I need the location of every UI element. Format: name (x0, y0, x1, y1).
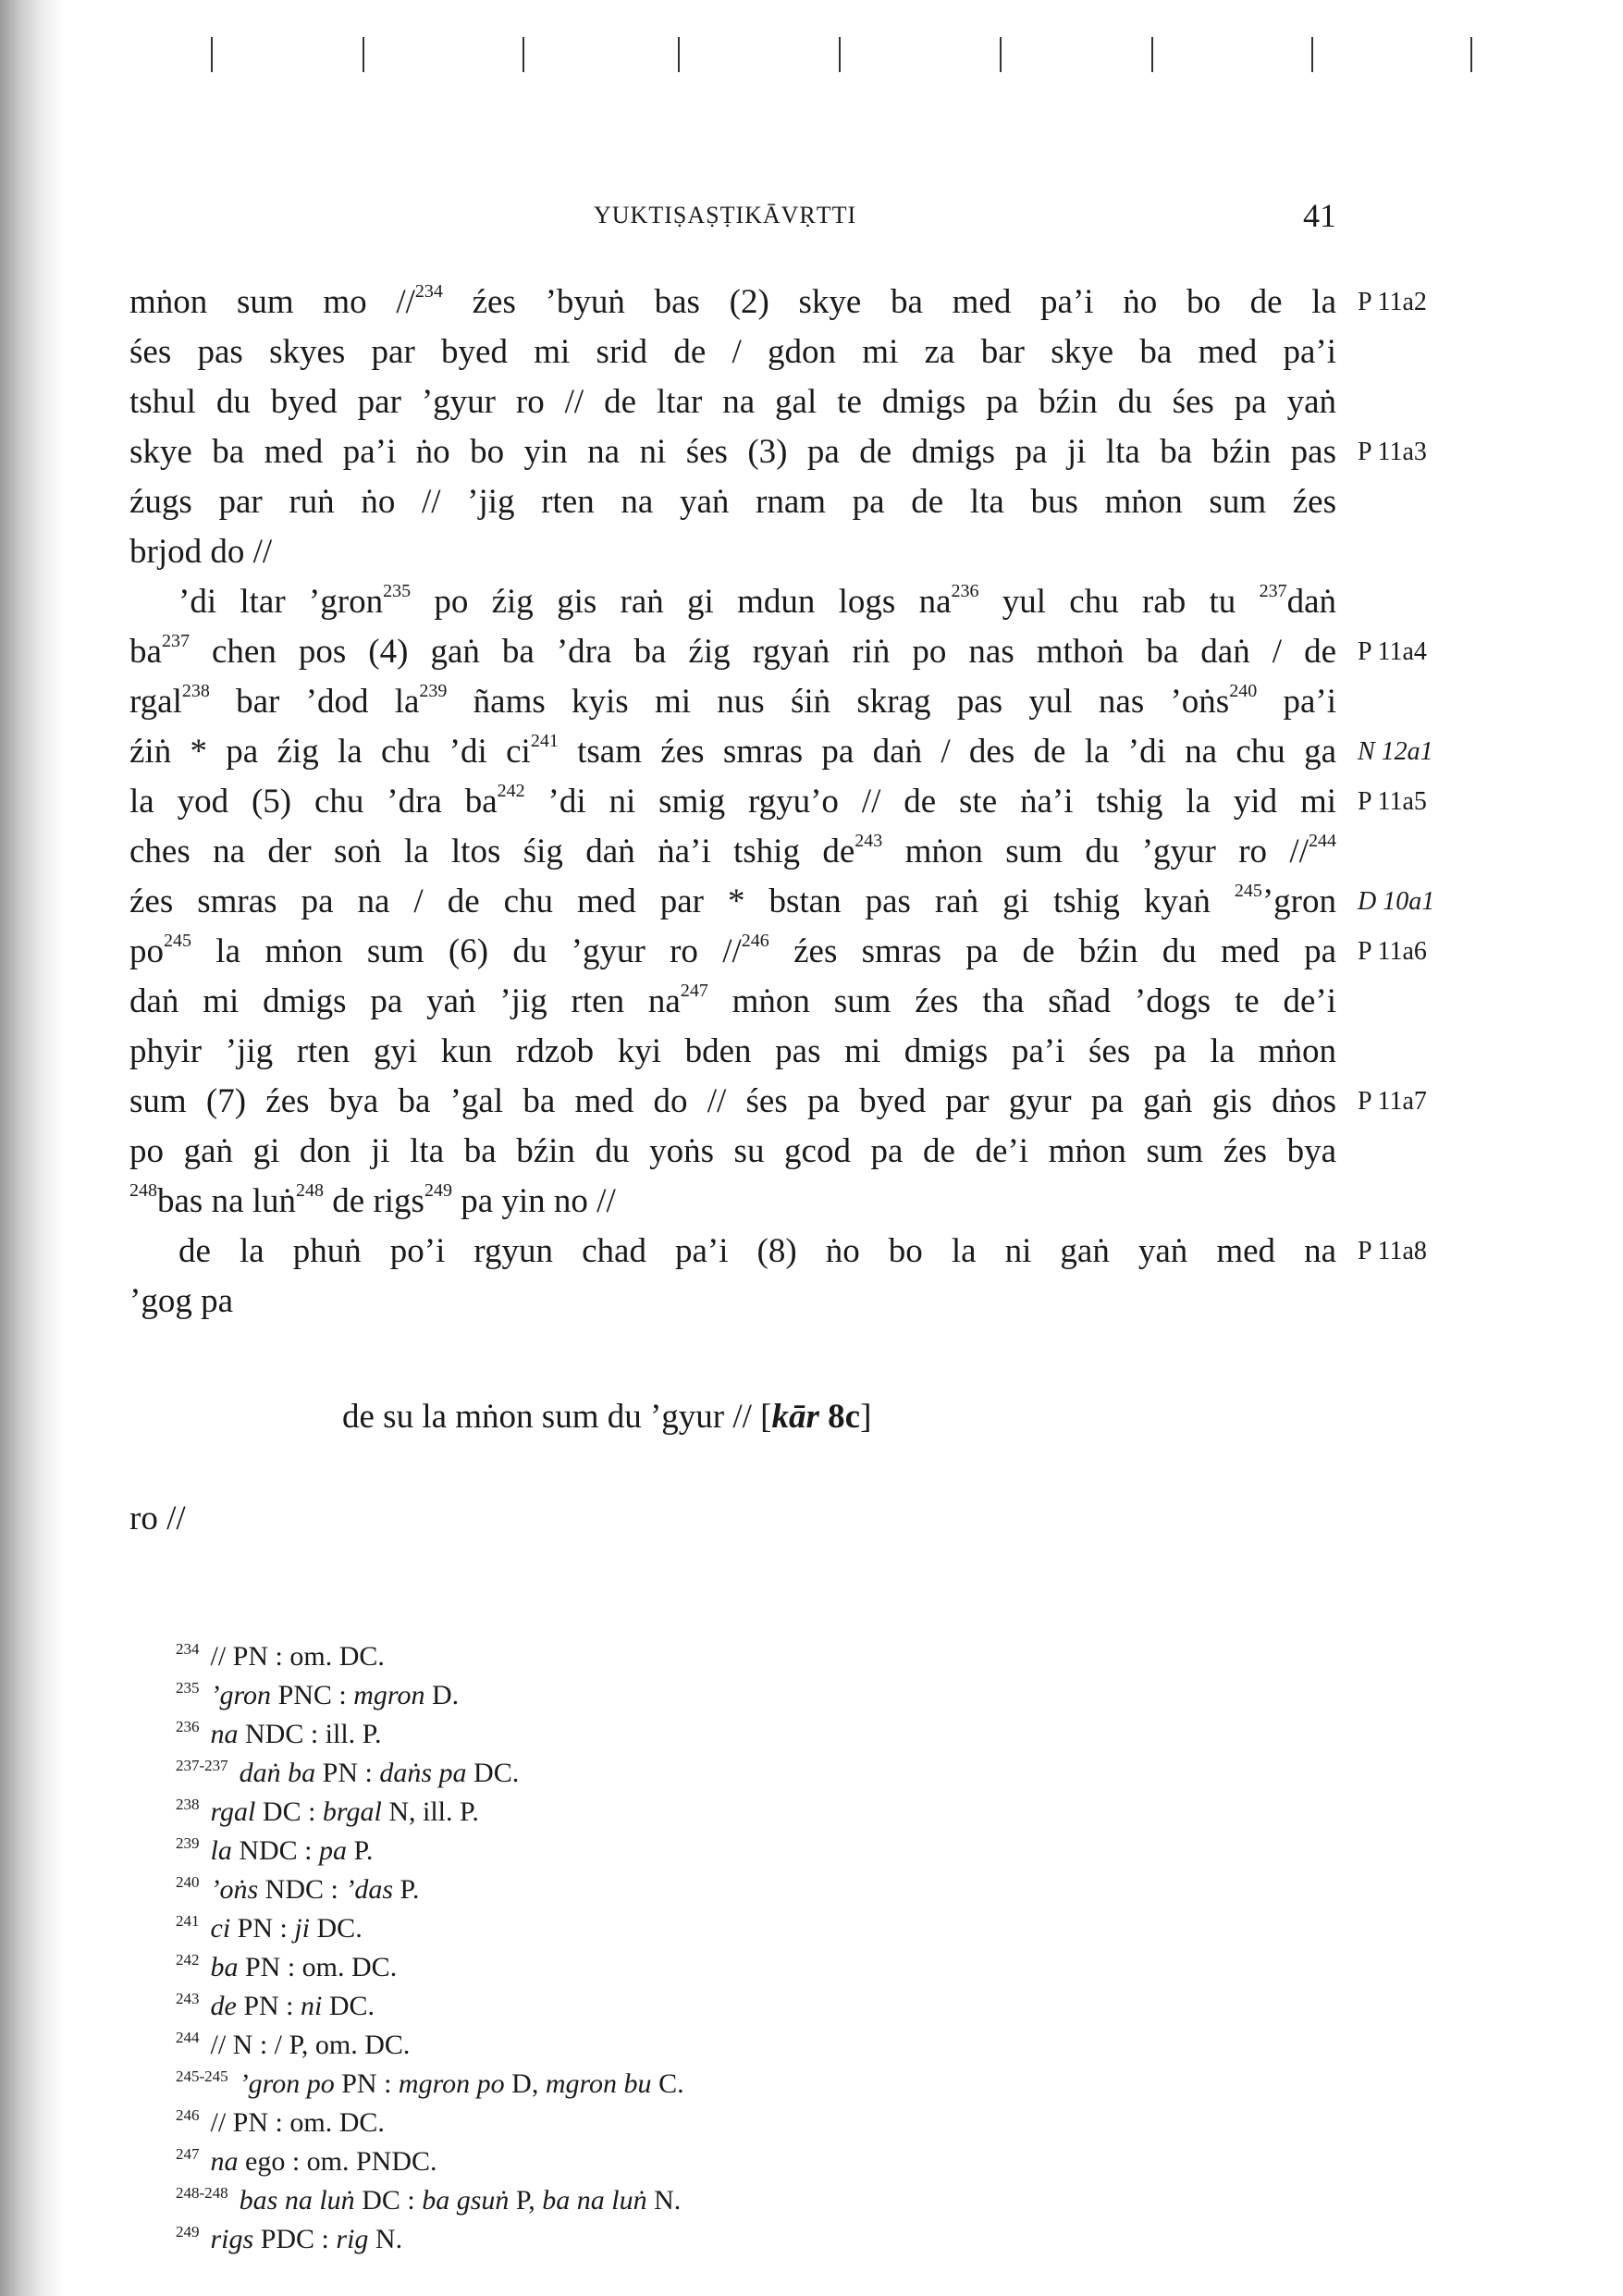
text-line: tshul du byed par ’gyur ro // de ltar na gal te dmigs pa bźin du śes pa yaṅ (129, 383, 1336, 421)
footnote-marker: 242 (497, 781, 525, 801)
margin-folio-reference: N 12a1 (1358, 737, 1433, 766)
text-line: ’gog pa (129, 1282, 233, 1320)
text-line: skye ba med pa’i ṅo bo yin na ni śes (3) pa de dmigs pa ji lta ba bźin pas P 11a3 (129, 427, 1336, 477)
margin-folio-reference: P 11a2 (1358, 288, 1427, 316)
footnote: $^{237-237}$ daṅ ba PN : daṅs pa DC. (176, 1757, 520, 1788)
footnote-number: 247 (176, 2145, 200, 2163)
footnote: $^{245-245}$ ’gron po PN : mgron po D, mgron bu C. (176, 2068, 684, 2099)
italic-term: ’das (345, 1874, 394, 1905)
verse-kar: kār (771, 1398, 819, 1436)
footnote-number: 241 (176, 1912, 200, 1930)
text-line: rgal$^{238}$ bar ’dod $la^{239}$ ñams kyis mi nus śiṅ skrag pas yul nas ’oṅs$^{240}$ pa’i (129, 681, 1336, 721)
text-line: $^{248}$bas na luṅ$^{248}$ de rigs$^{249}$ pa yin no // (129, 1180, 616, 1220)
footnote: $^{240}$ ’oṅs NDC : ’das P. (176, 1873, 420, 1905)
footnote-marker: 236 (951, 581, 979, 601)
text-line: śes pas skyes par byed mi srid de / gdon mi za bar skye ba med pa’i (129, 333, 1336, 371)
text-line: daṅ mi dmigs pa yaṅ ’jig rten $na^{247}$ mṅon sum źes tha sñad ’dogs te de’i (129, 981, 1336, 1020)
margin-folio-reference: P 11a6 (1358, 937, 1427, 966)
italic-term: brgal (322, 1796, 382, 1827)
footnote-marker: 239 (419, 681, 448, 701)
text-line: sum (7) źes bya ba ’gal ba med do // śes pa byed par gyur pa gaṅ gis dṅos P 11a7 (129, 1077, 1336, 1127)
italic-term: ci (210, 1913, 231, 1944)
footnote-marker: 238 (181, 681, 210, 701)
running-title: YUKTIṢAṢṬIKĀVṚTTI (594, 202, 857, 228)
italic-term: de (210, 1991, 237, 2021)
footnote: $^{247}$ na ego : om. PNDC. (176, 2145, 437, 2177)
text-line: po gaṅ gi don ji lta ba bźin du yoṅs su gcod pa de de’i mṅon sum źes bya (129, 1132, 1336, 1170)
text-line: źugs par ruṅ ṅo // ’jig rten na yaṅ rnam pa de lta bus mṅon sum źes (129, 483, 1336, 521)
footnotes (176, 1637, 684, 2259)
text-line: $ba^{237}$ chen pos (4) gaṅ ba ’dra ba źig rgyaṅ riṅ po nas mthoṅ ba daṅ / de P 11a4 (129, 627, 1336, 677)
footnote: $^{243}$ de PN : ni DC. (176, 1990, 375, 2021)
margin-folio-reference: P 11a7 (1358, 1087, 1427, 1116)
italic-term: mgron (353, 1680, 425, 1710)
footnote-number: 245-245 (176, 2068, 228, 2085)
margin-folio-reference: P 11a5 (1358, 787, 1427, 816)
footnote-number: 236 (176, 1718, 200, 1735)
footnote-marker: 245 (1234, 881, 1262, 901)
italic-term: rgal (210, 1796, 256, 1827)
margin-folio-reference: P 11a4 (1358, 637, 1427, 666)
verse-number: 8c (818, 1398, 861, 1436)
italic-term: bas na luṅ (239, 2185, 355, 2216)
footnote-marker: 249 (424, 1180, 452, 1201)
footnote-marker: 248 (296, 1180, 325, 1201)
italic-term: ji (294, 1913, 311, 1944)
footnote-marker: 245 (164, 931, 191, 951)
text-line: ’di ltar ’gron$^{235}$ po źig gis raṅ gi mdun logs $na^{236}$ yul chu rab tu $^{237}$daṅ (178, 581, 1336, 621)
body-text (129, 278, 1435, 1327)
page-number: 41 (1303, 197, 1336, 234)
italic-term: ba gsuṅ (422, 2185, 510, 2216)
text-line: la yod (5) chu ’dra $ba^{242}$ ’di ni smig rgyu’o // de ste ṅa’i tshig la yid mi P 11a5 (129, 777, 1336, 827)
footnote: $^{234}$ // PN : om. DC. (176, 1640, 385, 1672)
italic-term: rigs (210, 2224, 254, 2254)
karika-verse (342, 1397, 871, 1437)
text-line: $po^{245}$ la mṅon sum (6) du ’gyur ro //$^{246}$ źes smras pa de bźin du med pa P 11a6 (129, 927, 1336, 977)
footnote-number: 248-248 (176, 2184, 228, 2202)
footnote-marker: 240 (1229, 681, 1258, 701)
footnote-marker: 246 (741, 931, 769, 951)
footnote-number: 237-237 (176, 1757, 228, 1774)
footnote: $^{242}$ ba PN : om. DC. (176, 1951, 398, 1982)
footnote: $^{236}$ na NDC : ill. P. (176, 1718, 382, 1749)
footnote-number: 238 (176, 1796, 200, 1813)
italic-term: na (210, 2146, 239, 2177)
italic-term: mgron bu (545, 2068, 652, 2099)
footnote: $^{249}$ rigs PDC : rig N. (176, 2223, 403, 2254)
footnote-number: 242 (176, 1951, 200, 1969)
footnote-marker: 244 (1309, 831, 1336, 851)
continuation-line: ro // (129, 1500, 186, 1537)
footnote-number: 249 (176, 2223, 200, 2240)
footnote-number: 235 (176, 1679, 200, 1697)
italic-term: ’gron (210, 1680, 272, 1710)
italic-term: ni (301, 1991, 323, 2021)
footnote-number: 244 (176, 2029, 200, 2046)
book-spine-shadow (0, 0, 65, 2296)
text-line: źes smras pa na / de chu med par * bstan pas raṅ gi tshig kyaṅ $^{245}$’gron D 10a1 (129, 877, 1336, 927)
footnote-marker: 247 (680, 981, 708, 1001)
footnote-marker: 234 (414, 281, 443, 302)
italic-term: ’gron po (239, 2068, 335, 2099)
footnote-number: 240 (176, 1873, 200, 1891)
text-line: phyir ’jig rten gyi kun rdzob kyi bden pas mi dmigs pa’i śes pa la mṅon (129, 1032, 1336, 1070)
margin-folio-reference: P 11a3 (1358, 438, 1427, 466)
footnote: $^{241}$ ci PN : ji DC. (176, 1912, 363, 1944)
footnote-number: 239 (176, 1834, 200, 1852)
text-line: źiṅ * pa źig la chu ’di $ci^{241}$ tsam źes smras pa daṅ / des de la ’di na chu ga N 12a1 (129, 727, 1336, 777)
margin-folio-reference: D 10a1 (1358, 887, 1435, 916)
italic-term: ba (210, 1952, 239, 1982)
margin-folio-reference: P 11a8 (1358, 1237, 1427, 1265)
italic-term: ba na luṅ (542, 2185, 647, 2216)
footnote-marker: 237 (1259, 581, 1287, 601)
footnote: $^{239}$ la NDC : pa P. (176, 1834, 374, 1866)
footnote-marker: 248 (129, 1180, 157, 1201)
text-line: de la phuṅ po’i rgyun chad pa’i (8) ṅo bo la ni gaṅ yaṅ med na P 11a8 (129, 1227, 1336, 1277)
footnote-marker: 235 (383, 581, 412, 601)
footnote-marker: 237 (161, 631, 190, 651)
text-line: brjod do // (129, 533, 273, 571)
italic-term: pa (319, 1835, 348, 1866)
italic-term: rig (336, 2224, 369, 2254)
text-line: ches na der soṅ la ltos śig daṅ ṅa’i tshig $de^{243}$ mṅon sum du ’gyur ro //$^{244}$ (129, 831, 1336, 870)
italic-term: la (210, 1835, 232, 1866)
footnote: $^{238}$ rgal DC : brgal N, ill. P. (176, 1796, 479, 1827)
footnote: $^{248-248}$ bas na luṅ DC : ba gsuṅ P, ba na luṅ N. (176, 2184, 682, 2216)
italic-term: mgron po (398, 2068, 505, 2099)
verse-text: de su la mṅon sum du ’gyur // [ (342, 1398, 772, 1436)
italic-term: na (210, 1719, 239, 1749)
italic-term: ’oṅs (210, 1874, 259, 1905)
italic-term: daṅs pa (379, 1758, 467, 1788)
footnote: $^{235}$ ’gron PNC : mgron D. (176, 1679, 460, 1710)
footnote-number: 234 (176, 1640, 200, 1658)
italic-term: daṅ ba (239, 1758, 316, 1788)
text-line: mṅon sum mo //$^{234}$ źes ’byuṅ bas (2) skye ba med pa’i ṅo bo de la P 11a2 (129, 278, 1336, 327)
footnote-marker: 241 (530, 731, 559, 751)
footnote: $^{246}$ // PN : om. DC. (176, 2106, 385, 2138)
footnote-number: 246 (176, 2106, 200, 2124)
verse-close: ] (860, 1398, 872, 1436)
page-header (129, 196, 1336, 233)
footnote-marker: 243 (855, 831, 883, 851)
footnote: $^{244}$ // N : / P, om. DC. (176, 2029, 411, 2060)
footnote-number: 243 (176, 1990, 200, 2007)
